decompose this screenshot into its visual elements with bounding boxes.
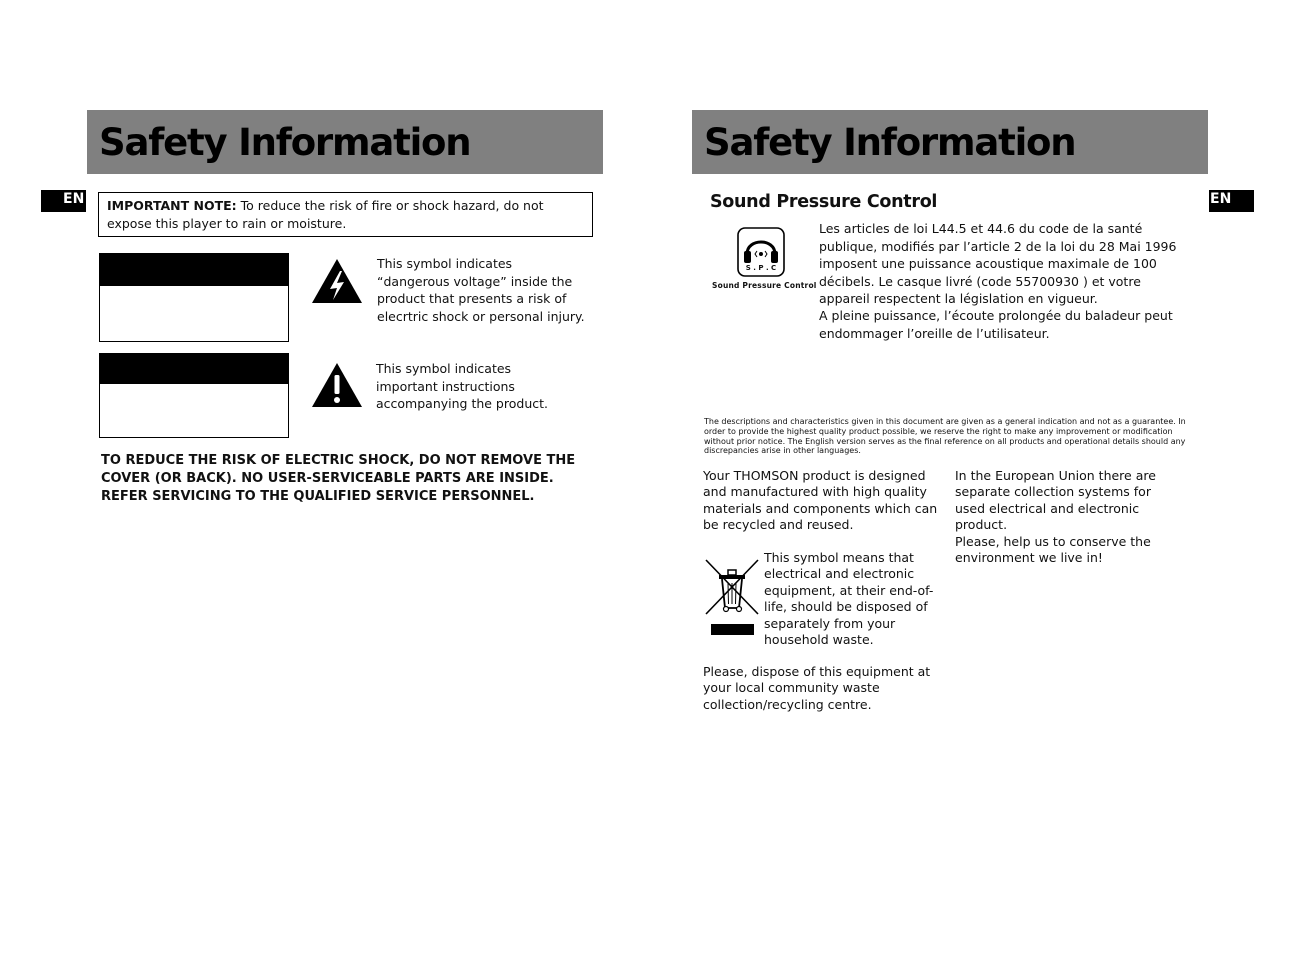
spc-letters: S . P . C	[745, 264, 777, 272]
important-note-label: IMPORTANT NOTE:	[107, 198, 237, 213]
caution-label-box-1	[99, 253, 289, 342]
right-language-tab	[1209, 190, 1254, 212]
left-language-label: EN	[63, 191, 85, 207]
eu-collection-text: In the European Union there are separate collection systems for	[955, 468, 1156, 500]
sound-warning-text: A pleine puissance, l’écoute prolongée du baladeur peut endommager l’oreille de l’utilisateur.	[819, 308, 1173, 341]
headphones-spc-icon	[737, 227, 785, 277]
exclamation-symbol-text: This symbol indicates important instructions accompanying the product.	[376, 361, 548, 412]
lightning-warning-icon	[311, 258, 363, 304]
left-title-bar	[87, 110, 603, 174]
exclamation-warning-icon	[311, 362, 363, 408]
caution-label-header-2	[100, 354, 288, 384]
caution-label-box-2	[99, 353, 289, 438]
left-language-tab	[41, 190, 86, 212]
important-note-text: To reduce the risk of fire or shock hazard, do not expose this player to rain or moisture.	[107, 198, 544, 231]
electric-shock-warning: TO REDUCE THE RISK OF ELECTRIC SHOCK, DO NOT REMOVE THE COVER (OR BACK). NO USER-SERVICEABLE PARTS ARE INSIDE. REFER SERVICING TO THE QUALIFIED SERVICE PERSONNEL.	[101, 453, 576, 504]
sound-law-text: Les articles de loi L44.5 et 44.6 du code de la santé publique, modifiés par l’article 2 de la loi du 28 Mai 1996 imposent une puissance acoustique maximale de 100 décibels. Le casque livré (code 55700930 ) et votre appareil respectent la législation en vigueur.	[819, 221, 1177, 307]
lightning-symbol-text: This symbol indicates “dangerous voltage” inside the product that presents a risk of elecrtric shock or personal injury.	[377, 256, 585, 324]
weee-symbol-text: This symbol means that electrical and electronic equipment, at their end-of-life, should be disposed of separately from your household waste.	[764, 550, 934, 648]
left-page-title: Safety Information	[99, 121, 471, 164]
sound-pressure-heading: Sound Pressure Control	[710, 192, 938, 212]
right-title-bar	[692, 110, 1208, 174]
recycle-text: Your THOMSON product is designed and manufactured with high quality materials and components which can be recycled and reused.	[703, 468, 938, 533]
disclaimer-text: The descriptions and characteristics given in this document are given as a general indication and not as a guarantee. In order to provide the highest quality product possible, we reserve the right to make any improvement or modification without prior notice. The English version serves as the final reference on all products and operational details should any discrepancies arise in other languages.	[704, 417, 1186, 456]
eu-collection-text-2: used electrical and electronic product.	[955, 501, 1140, 533]
crossed-bin-icon	[704, 558, 760, 638]
right-language-label: EN	[1210, 191, 1232, 207]
caution-label-header-1	[100, 254, 288, 286]
spc-caption: Sound Pressure Control	[712, 281, 817, 290]
conserve-text: Please, help us to conserve the environment we live in!	[955, 534, 1151, 566]
important-note-box	[98, 192, 593, 237]
right-page-title: Safety Information	[704, 121, 1076, 164]
dispose-text: Please, dispose of this equipment at your local community waste collection/recycling centre.	[703, 664, 931, 712]
